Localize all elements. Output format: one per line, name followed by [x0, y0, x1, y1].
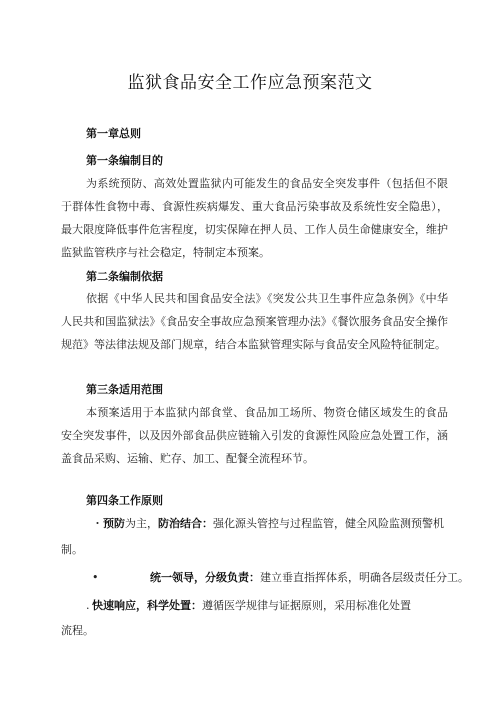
article-2-text: 依据《中华人民共和国食品安全法》《突发公共卫生事件应急条例》《中华人民共和国监狱法》《食品安全事故应急预案管理办法》《餐饮服务食品安全操作规范》等法律法规及部门规章，结合本监狱管理实际与食品安全风险特征制定。: [61, 292, 448, 351]
principle-2-text: 建立垂直指挥体系，明确各层级责任分工。: [260, 571, 469, 584]
principle-2-bullet: •: [92, 571, 99, 584]
article-3-heading: 第三条适用范围: [86, 383, 163, 396]
principle-2-bold: 统一领导，分级负责：: [150, 571, 260, 584]
principle-3-bold: 快速响应，科学处置：: [92, 599, 202, 612]
chapter-heading: 第一章总则: [86, 127, 141, 140]
principle-2: [92, 566, 469, 589]
article-2-heading: 第二条编制依据: [86, 270, 163, 283]
article-3-text: 本预案适用于本监狱内部食堂、食品加工场所、物资仓储区域发生的食品安全突发事件，以及因外部食品供应链输入引发的食源性风险应急处置工作，涵盖食品采购、运输、贮存、加工、配餐全流程环节。: [61, 406, 448, 465]
principle-1-bullet: ・: [92, 517, 103, 530]
principle-1-continuation: 制。: [61, 543, 83, 556]
article-1-text: 为系统预防、高效处置监狱内可能发生的食品安全突发事件（包括但不限于群体性食物中毒、食源性疾病爆发、重大食品污染事故及系统性安全隐患），最大限度降低事件危害程度，切实保障在押人员、工作人员生命健康安全，维护监狱监管秩序与社会稳定，特制定本预案。: [61, 177, 448, 259]
article-4-heading: 第四条工作原则: [86, 494, 163, 507]
article-1-heading: 第一条编制目的: [86, 154, 163, 167]
principle-3: [86, 594, 411, 617]
principle-1-plain: 为主，: [125, 517, 158, 530]
principle-1: [92, 512, 444, 535]
principle-3-continuation: 流程。: [61, 624, 94, 637]
principle-1-bold-a: 预防: [103, 517, 125, 530]
principle-1-text: 强化源头管控与过程监管，健全风险监测预警机: [213, 517, 444, 530]
principle-1-bold-b: 防治结合：: [158, 517, 213, 530]
principle-3-bullet: .: [86, 599, 90, 612]
principle-3-text: 遵循医学规律与证据原则，采用标准化处置: [202, 599, 411, 612]
document-title: 监狱食品安全工作应急预案范文: [127, 73, 373, 93]
